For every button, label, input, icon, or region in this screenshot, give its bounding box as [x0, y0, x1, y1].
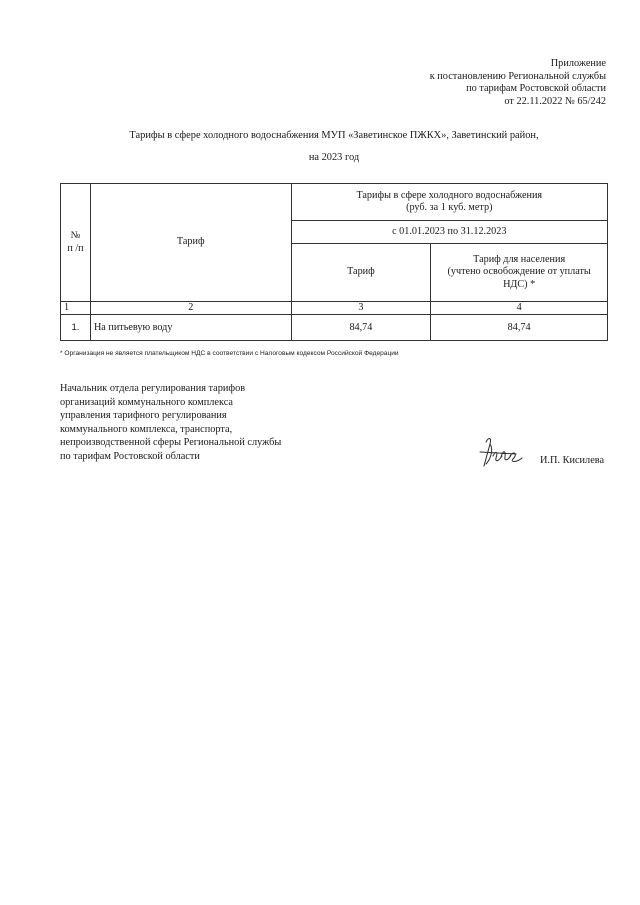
index-cell: 3	[291, 302, 431, 315]
header-tariff	[90, 184, 291, 302]
index-cell: 2	[90, 302, 291, 315]
signer-position-line: коммунального комплекса, транспорта,	[60, 423, 233, 435]
index-cell: 4	[431, 302, 608, 315]
tariff-table	[60, 183, 608, 341]
appendix-header	[430, 58, 606, 108]
header-number-text: № п /п	[67, 230, 84, 254]
header-number	[61, 184, 91, 302]
signer-name: И.П. Кисилева	[540, 455, 605, 466]
document-title	[60, 130, 608, 164]
signer-position-line: по тарифам Ростовской области	[60, 450, 200, 462]
index-row	[61, 302, 608, 315]
appendix-line: Приложение	[550, 58, 606, 69]
table-row	[61, 315, 608, 341]
index-cell: 1	[61, 302, 91, 315]
header-sub-population-text: Тариф для населения (учтено освобождение от уплаты НДС) *	[447, 254, 591, 290]
signer-position-line: организаций коммунального комплекса	[60, 396, 234, 408]
row-name: На питьевую воду	[90, 315, 291, 341]
header-group-text: Тарифы в сфере холодного водоснабжения (руб. за 1 куб. метр)	[356, 189, 543, 213]
title-line-2: на 2023 год	[308, 151, 360, 163]
footnote: * Организация не является плательщиком НДС в соответствии с Налоговым кодексом Российской Федерации	[60, 350, 399, 357]
signature-image	[476, 430, 530, 470]
header-sub-tariff-text: Тариф	[347, 266, 375, 278]
signer-position-line: управления тарифного регулирования	[60, 410, 227, 421]
row-number: 1.	[61, 315, 91, 341]
signer-position	[60, 382, 281, 463]
appendix-line: к постановлению Региональной службы	[429, 70, 606, 82]
title-line-1: Тарифы в сфере холодного водоснабжения МУП «Заветинское ПЖКХ», Заветинский район,	[129, 130, 539, 141]
header-tariff-text: Тариф	[176, 236, 205, 248]
signer-position-line: непроизводственной сферы Региональной службы	[60, 437, 282, 448]
row-tariff: 84,74	[291, 315, 431, 341]
appendix-line: от 22.11.2022 № 65/242	[504, 95, 606, 107]
header-sub-tariff	[291, 244, 431, 302]
header-sub-population	[431, 244, 608, 302]
signer-position-line: Начальник отдела регулирования тарифов	[60, 383, 246, 394]
header-period	[291, 221, 607, 244]
header-period-text: с 01.01.2023 по 31.12.2023	[392, 225, 507, 237]
row-population: 84,74	[431, 315, 608, 341]
appendix-line: по тарифам Ростовской области	[466, 83, 606, 95]
header-group	[291, 184, 607, 221]
